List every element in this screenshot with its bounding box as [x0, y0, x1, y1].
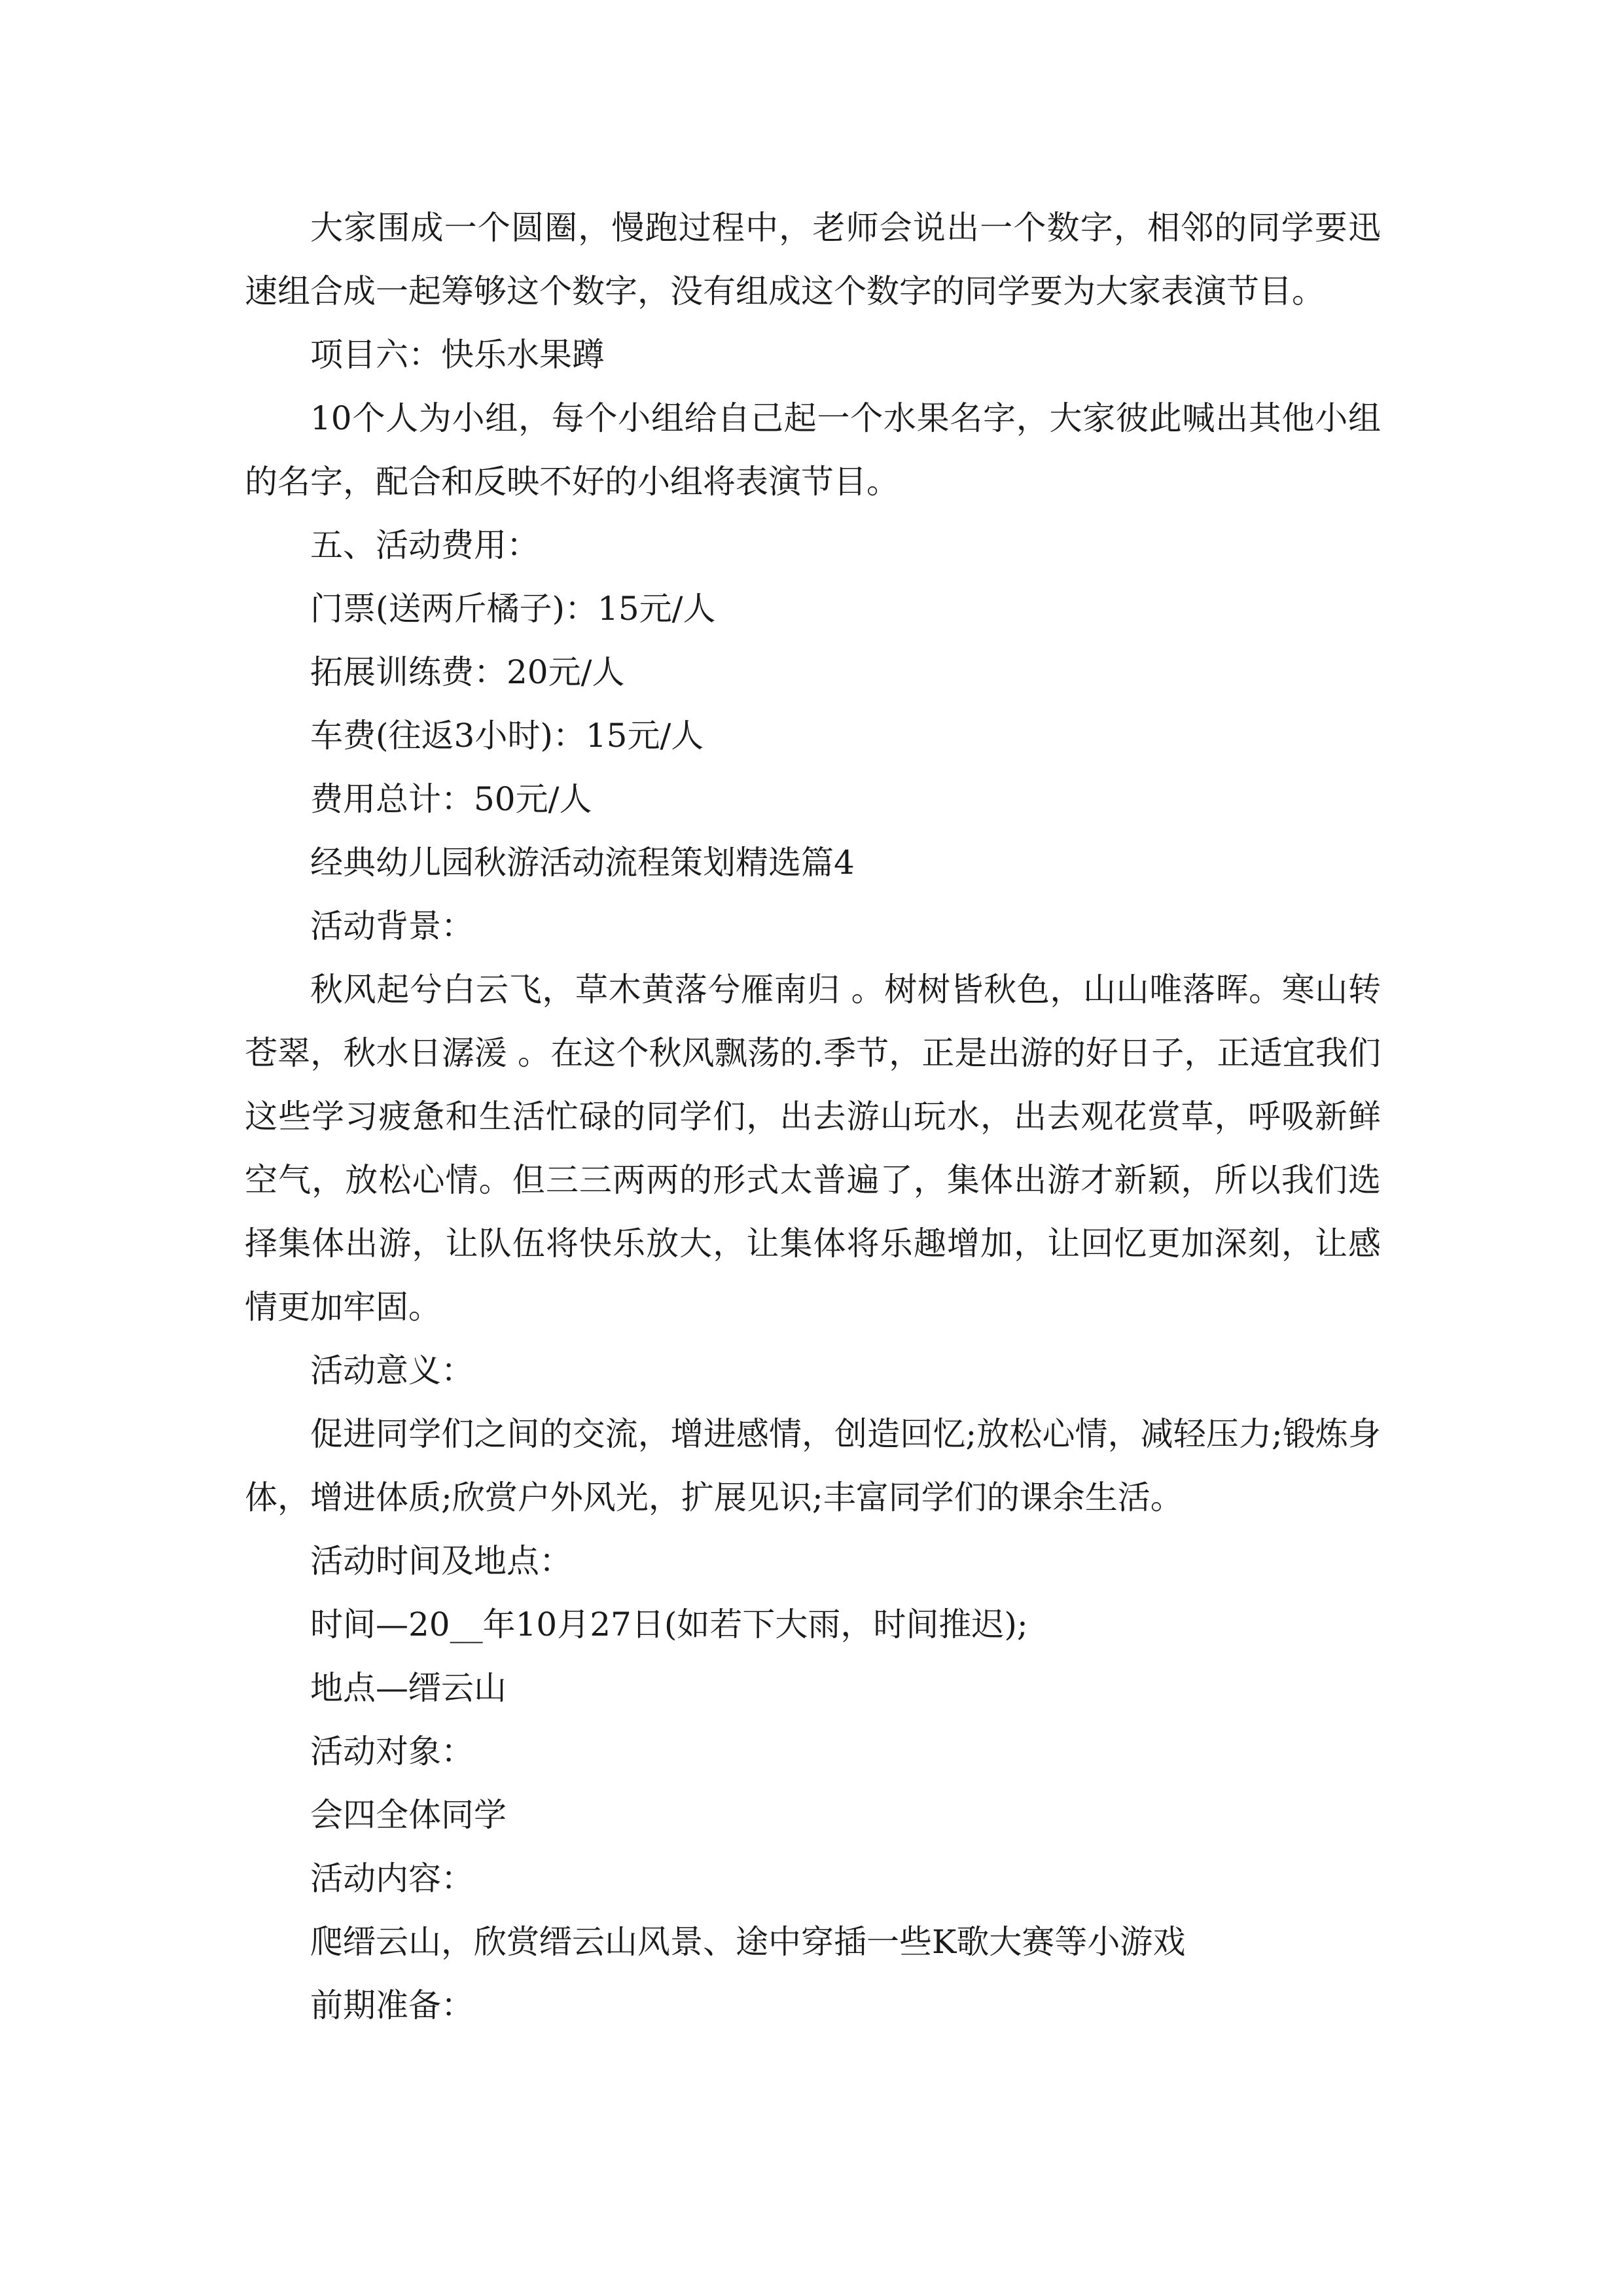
article-title: 经典幼儿园秋游活动流程策划精选篇4 [310, 844, 855, 882]
section-heading: 项目六：快乐水果蹲 [310, 336, 605, 374]
section-heading: 活动时间及地点： [310, 1542, 572, 1580]
section-heading: 前期准备： [310, 1986, 474, 2024]
paragraph: 大家围成一个圆圈，慢跑过程中，老师会说出一个数字，相邻的同学要迅速组合成一起筹够这个数字，没有组成这个数字的同学要为大家表演节目。 [245, 209, 1381, 310]
paragraph: 10个人为小组，每个小组给自己起一个水果名字，大家彼此喊出其他小组的名字，配合和反映不好的小组将表演节目。 [245, 399, 1381, 501]
paragraph: 秋风起兮白云飞，草木黄落兮雁南归 。树树皆秋色，山山唯落晖。寒山转苍翠，秋水日潺湲 。在这个秋风飘荡的.季节，正是出游的好日子，正适宜我们这些学习疲惫和生活忙碌的同学们，出去游山玩水，出去观花赏草，呼吸新鲜空气，放松心情。但三三两两的形式太普遍了，集体出游才新颖，所以我们选择集体出游，让队伍将快乐放大，让集体将乐趣增加，让回忆更加深刻，让感情更加牢固。 [245, 971, 1381, 1326]
paragraph: 促进同学们之间的交流，增进感情，创造回忆;放松心情，减轻压力;锻炼身体，增进体质;欣赏户外风光，扩展见识;丰富同学们的课余生活。 [245, 1415, 1381, 1516]
fee-item: 车费(往返3小时)：15元/人 [310, 717, 704, 755]
section-heading: 活动内容： [310, 1859, 474, 1897]
section-heading: 活动意义： [310, 1352, 474, 1390]
fee-item: 拓展训练费：20元/人 [310, 653, 625, 691]
document-body [245, 196, 1381, 2037]
paragraph: 爬缙云山，欣赏缙云山风景、途中穿插一些K歌大赛等小游戏 [310, 1923, 1186, 1961]
fee-total: 费用总计：50元/人 [310, 780, 592, 818]
section-heading: 五、活动费用： [310, 526, 539, 564]
paragraph: 会四全体同学 [310, 1796, 507, 1834]
section-heading: 活动对象： [310, 1732, 474, 1770]
paragraph: 地点—缙云山 [310, 1669, 507, 1707]
section-heading: 活动背景： [310, 907, 474, 945]
fee-item: 门票(送两斤橘子)：15元/人 [310, 590, 716, 628]
paragraph: 时间—20__年10月27日(如若下大雨，时间推迟); [310, 1605, 1028, 1643]
